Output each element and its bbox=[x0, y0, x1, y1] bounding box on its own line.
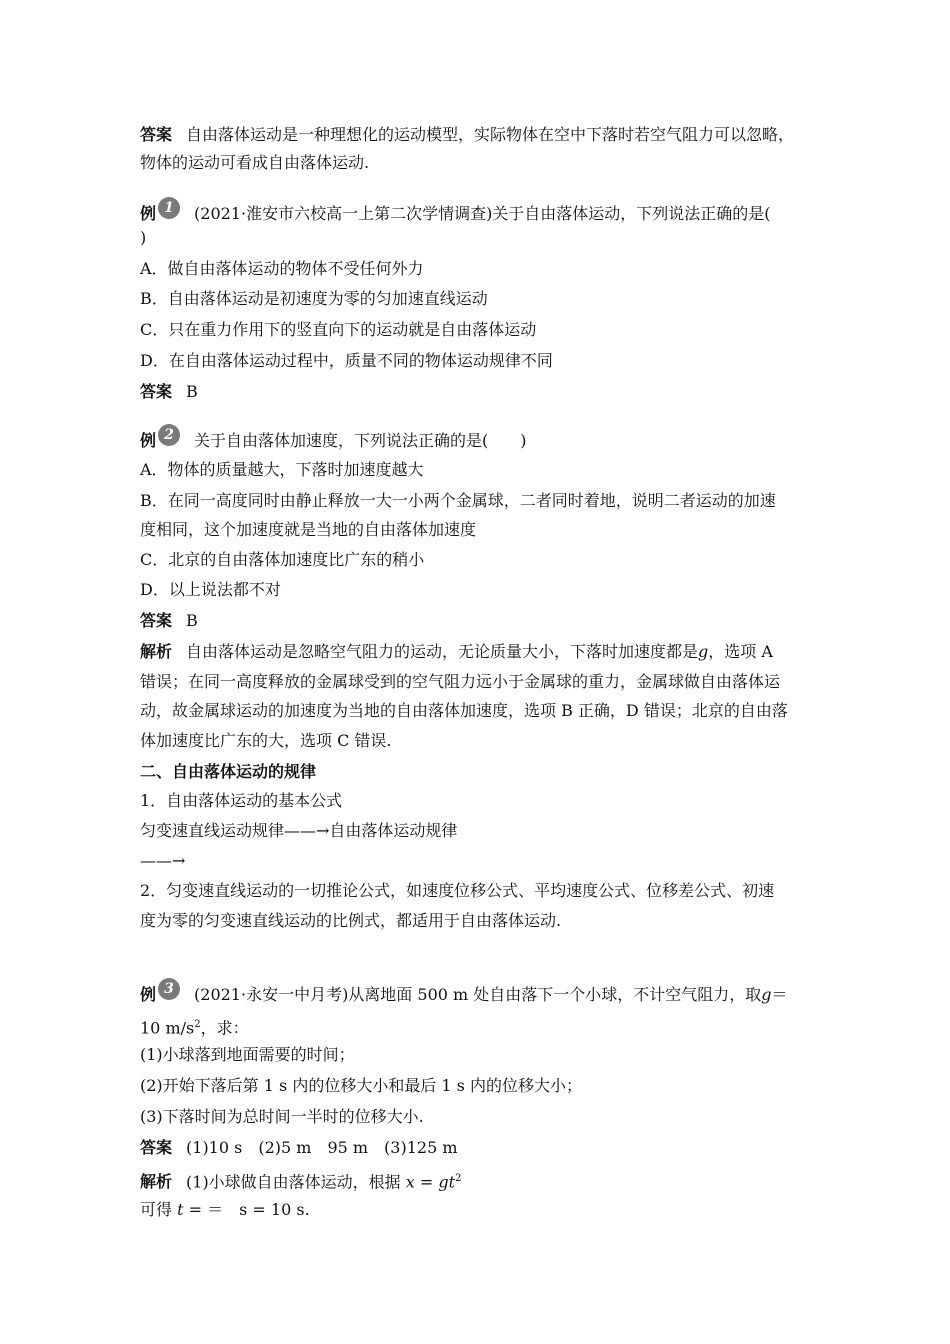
example-2-option-b-cont: 度相同，这个加速度就是当地的自由落体加速度 bbox=[140, 520, 477, 539]
example-number-badge: 2 bbox=[158, 424, 180, 446]
section-item-1: 1．自由落体运动的基本公式 bbox=[140, 791, 343, 810]
example-2-option-c: C．北京的自由落体加速度比广东的稍小 bbox=[140, 550, 425, 569]
example-prefix: 例 bbox=[140, 985, 157, 1004]
rule-line: 匀变速直线运动规律——→自由落体运动规律 bbox=[140, 821, 458, 840]
intro-answer-line-1: 答案 自由落体运动是一种理想化的运动模型，实际物体在空中下落时若空气阻力可以忽略， bbox=[140, 125, 795, 144]
example-3-answer: 答案 (1)10 s (2)5 m 95 m (3)125 m bbox=[140, 1138, 458, 1157]
example-3-part-1: (1)小球落到地面需要的时间； bbox=[140, 1045, 355, 1064]
example-2-analysis-line-4: 体加速度比广东的大，选项 C 错误. bbox=[140, 731, 392, 750]
example-3-analysis-result: 可得 t = ＝ s = 10 s. bbox=[140, 1200, 310, 1219]
example-1-option-d: D．在自由落体运动过程中，质量不同的物体运动规律不同 bbox=[140, 351, 553, 370]
example-number-badge: 3 bbox=[158, 978, 180, 1000]
example-2-analysis-line-1: 解析 自由落体运动是忽略空气阻力的运动，无论质量大小，下落时加速度都是g，选项 A bbox=[140, 642, 773, 661]
example-prefix: 例 bbox=[140, 204, 157, 223]
example-prefix: 例 bbox=[140, 431, 157, 450]
example-2-answer: 答案 B bbox=[140, 611, 198, 630]
example-2-analysis-line-3: 动，故金属球运动的加速度为当地的自由落体加速度，选项 B 正确，D 错误；北京的自由落 bbox=[140, 701, 788, 720]
example-1-option-c: C．只在重力作用下的竖直向下的运动就是自由落体运动 bbox=[140, 320, 537, 339]
example-3-question-cont: 10 $m/s^2$，求： bbox=[140, 1018, 249, 1038]
example-3-analysis: 解析 (1)小球做自由落体运动，根据 $x = gt^2$ bbox=[140, 1172, 462, 1192]
section-item-2-line-2: 度为零的匀变速直线运动的比例式，都适用于自由落体运动. bbox=[140, 911, 562, 930]
example-1-option-b: B．自由落体运动是初速度为零的匀加速直线运动 bbox=[140, 289, 488, 308]
example-2-option-b: B．在同一高度同时由静止释放一大一小两个金属球，二者同时着地，说明二者运动的加速 bbox=[140, 491, 776, 510]
example-2-analysis-line-2: 错误；在同一高度释放的金属球受到的空气阻力远小于金属球的重力，金属球做自由落体运 bbox=[140, 672, 781, 691]
example-2-option-d: D．以上说法都不对 bbox=[140, 580, 281, 599]
example-number-badge: 1 bbox=[158, 197, 180, 219]
example-3-part-3: (3)下落时间为总时间一半时的位移大小. bbox=[140, 1107, 424, 1126]
example-1-question-cont: ) bbox=[140, 228, 147, 247]
example-3-question: 例 3 (2021·永安一中月考)从离地面 500 m 处自由落下一个小球，不计空气阻力，取g＝ bbox=[140, 984, 788, 1006]
example-1-option-a: A．做自由落体运动的物体不受任何外力 bbox=[140, 259, 424, 278]
example-2-option-a: A．物体的质量越大，下落时加速度越大 bbox=[140, 460, 424, 479]
example-2-question: 例 2 关于自由落体加速度，下列说法正确的是( ) bbox=[140, 430, 527, 452]
section-heading: 二、自由落体运动的规律 bbox=[140, 762, 317, 781]
intro-answer-line-2: 物体的运动可看成自由落体运动. bbox=[140, 153, 370, 172]
example-1-answer: 答案 B bbox=[140, 382, 198, 401]
answer-label: 答案 bbox=[140, 125, 173, 144]
example-1-question: 例 1 (2021·淮安市六校高一上第二次学情调查)关于自由落体运动，下列说法正确的是( bbox=[140, 203, 771, 225]
example-3-part-2: (2)开始下落后第 1 s 内的位移大小和最后 1 s 内的位移大小； bbox=[140, 1076, 582, 1095]
section-item-2-line-1: 2．匀变速直线运动的一切推论公式，如速度位移公式、平均速度公式、位移差公式、初速 bbox=[140, 881, 775, 900]
arrow-line: ——→ bbox=[140, 851, 186, 870]
